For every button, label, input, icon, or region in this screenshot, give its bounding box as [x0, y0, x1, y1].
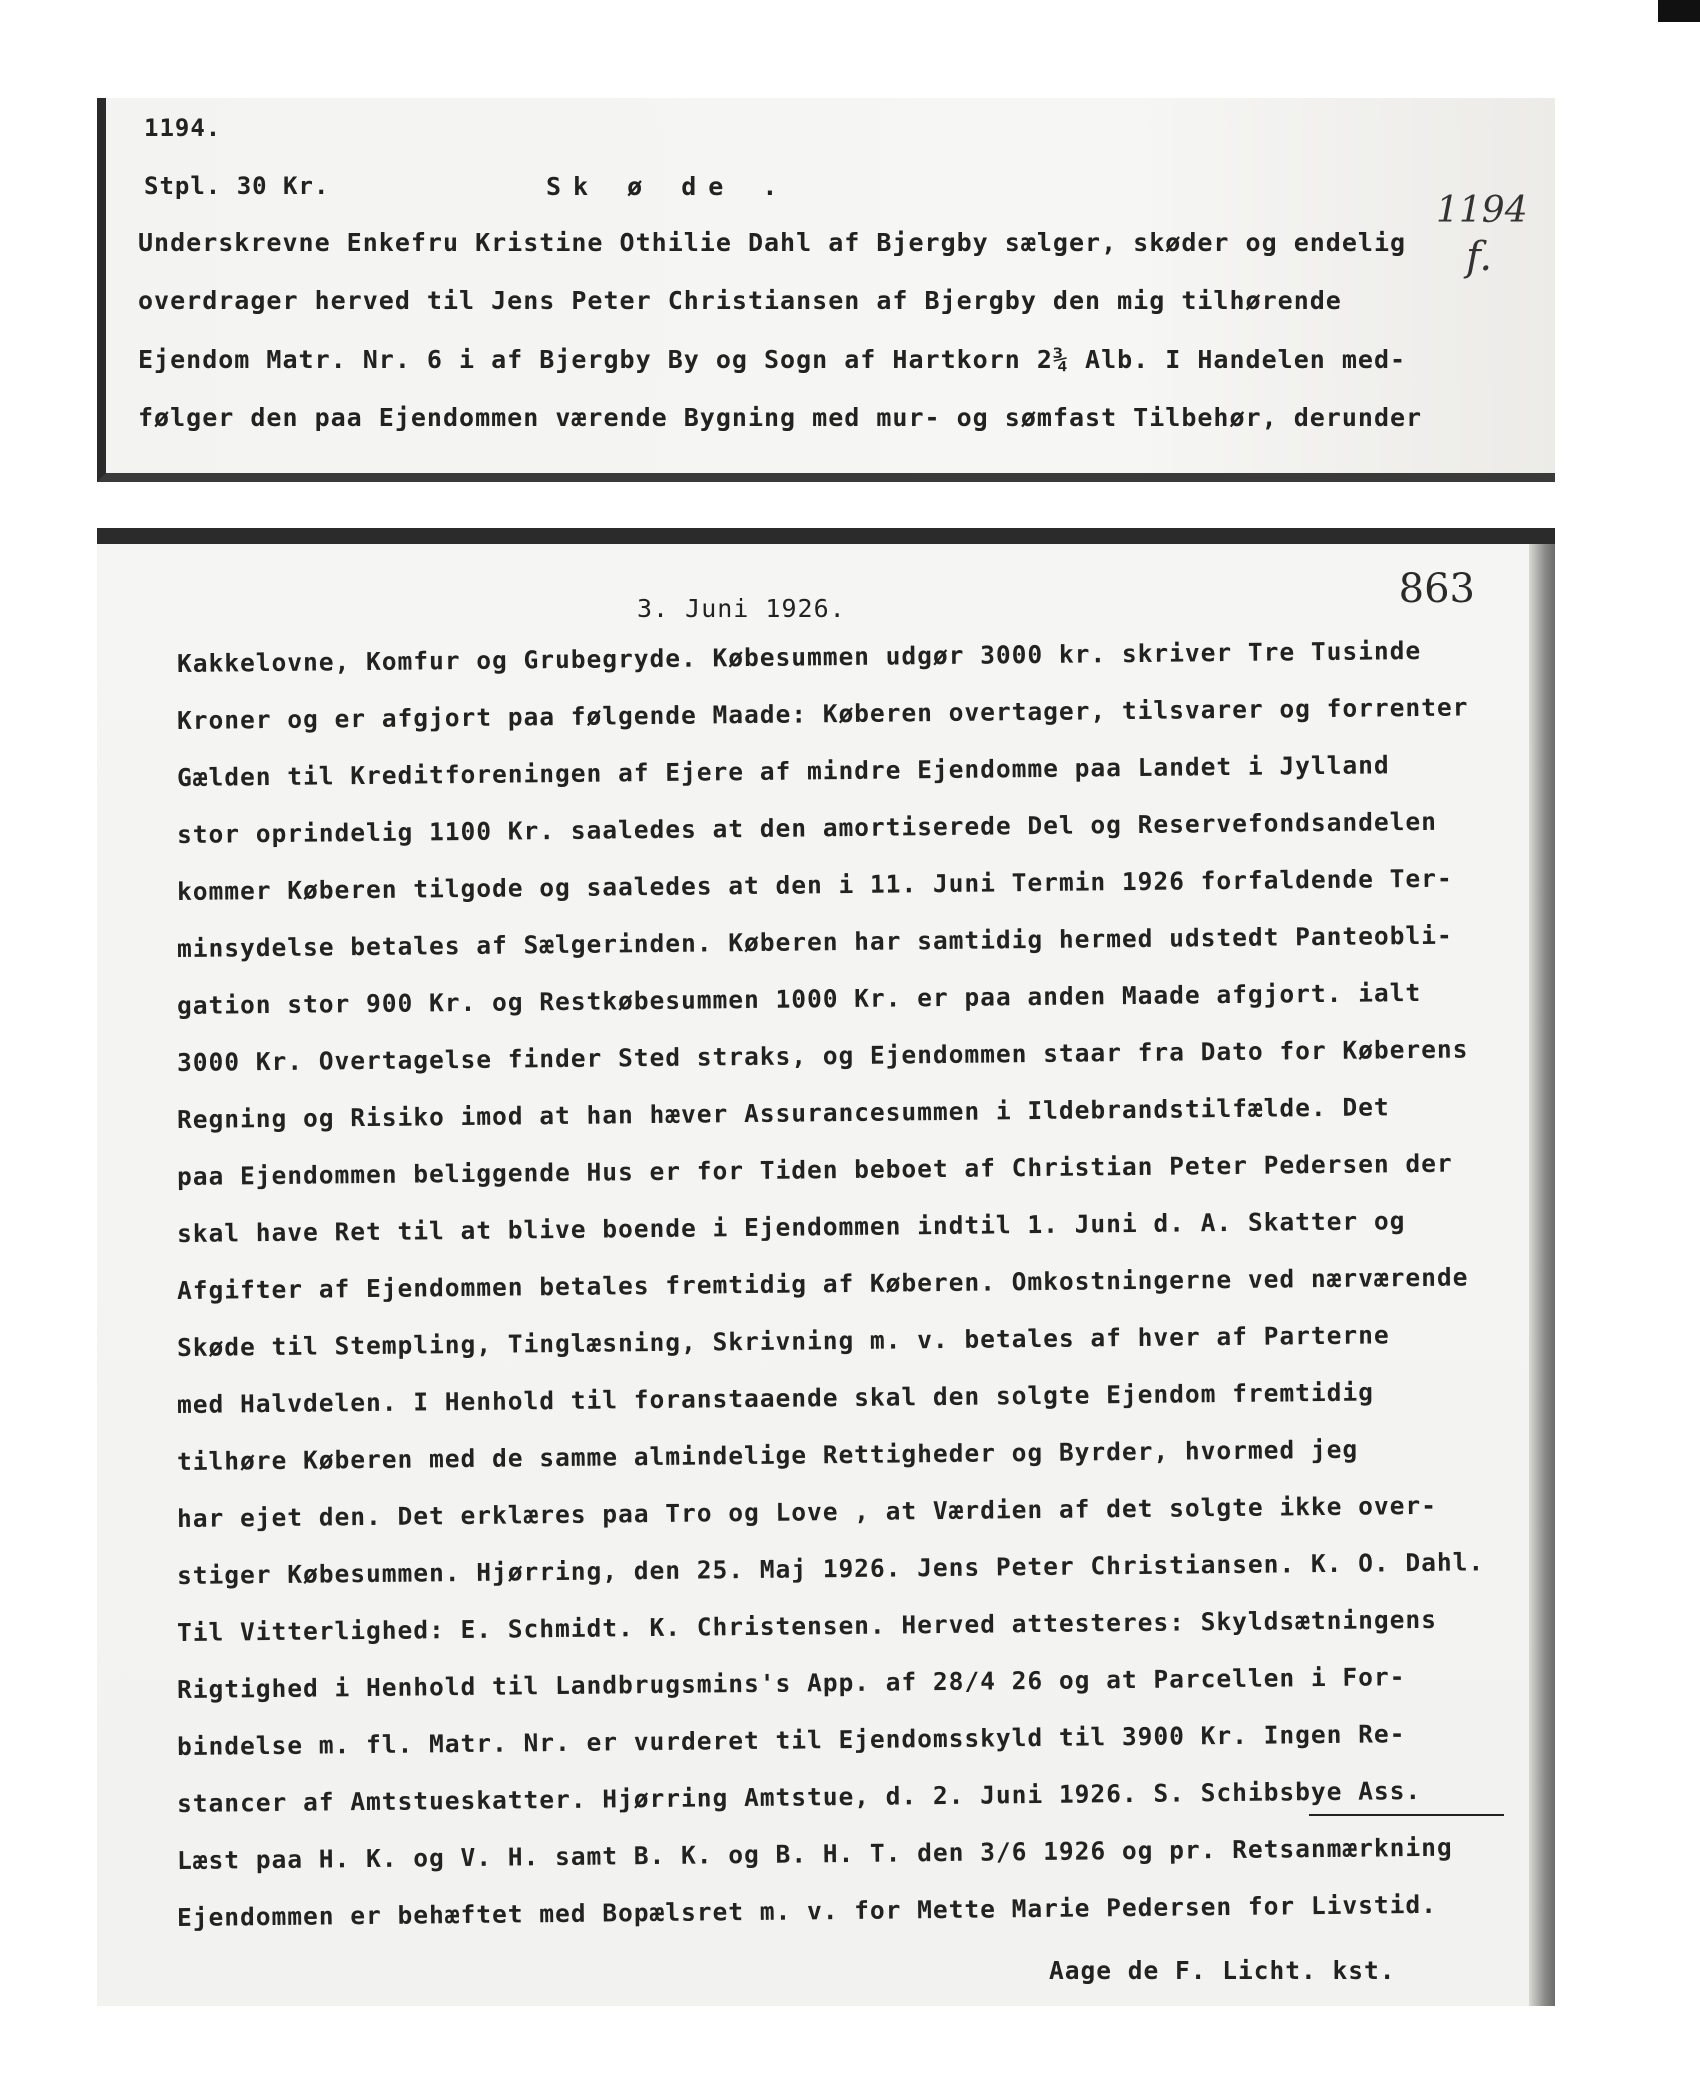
text-line: har ejet den. Det erklæres paa Tro og Love , at Værdien af det solgte ikke over- — [176, 1490, 1438, 1533]
page-number: 863 — [1398, 566, 1475, 612]
handwritten-margin-number: 1194 — [1436, 190, 1528, 231]
page-date: 3. Juni 1926. — [637, 594, 846, 623]
register-fragment-bottom — [97, 528, 1555, 2006]
text-line: overdrager herved til Jens Peter Christiansen af Bjergby den mig tilhørende — [138, 286, 1342, 315]
text-line: skal have Ret til at blive boende i Ejendommen indtil 1. Juni d. A. Skatter og — [176, 1206, 1406, 1248]
retsanmaerkning-underline — [1309, 1814, 1504, 1816]
text-line: Underskrevne Enkefru Kristine Othilie Dahl af Bjergby sælger, skøder og endelig — [138, 228, 1407, 257]
register-fragment-top — [97, 98, 1555, 482]
text-line: følger den paa Ejendommen værende Bygning med mur- og sømfast Tilbehør, derunder — [138, 403, 1423, 432]
text-line: bindelse m. fl. Matr. Nr. er vurderet til Ejendomsskyld til 3900 Kr. Ingen Re- — [176, 1719, 1406, 1761]
text-line: Ejendommen er behæftet med Bopælsret m. v. for Mette Marie Pedersen for Livstid. — [176, 1889, 1438, 1932]
text-line: Regning og Risiko imod at han hæver Assurancesummen i Ildebrandstilfælde. Det — [176, 1092, 1390, 1134]
text-line: paa Ejendommen beliggende Hus er for Tiden beboet af Christian Peter Pedersen der — [176, 1148, 1453, 1191]
text-line: stiger Købesummen. Hjørring, den 25. Maj 1926. Jens Peter Christiansen. K. O. Dahl. — [176, 1547, 1485, 1590]
text-line: stor oprindelig 1100 Kr. saaledes at den amortiserede Del og Reservefondsandelen — [176, 806, 1438, 849]
clerk-signature: Aage de F. Licht. kst. — [1049, 1956, 1396, 1985]
page-edge-shadow — [1529, 544, 1555, 2006]
text-line: kommer Køberen tilgode og saaledes at den i 11. Juni Termin 1926 forfaldende Ter- — [176, 863, 1453, 906]
text-line: Kroner og er afgjort paa følgende Maade: Køberen overtager, tilsvarer og forrenter — [176, 692, 1469, 735]
text-line: Kakkelovne, Komfur og Grubegryde. Købesummen udgør 3000 kr. skriver Tre Tusinde — [176, 635, 1422, 678]
text-line: Afgifter af Ejendommen betales fremtidig af Køberen. Omkostningerne ved nærværende — [176, 1262, 1469, 1305]
text-line: stancer af Amtstueskatter. Hjørring Amtstue, d. 2. Juni 1926. S. Schibsbye Ass. — [176, 1775, 1422, 1818]
text-line: minsydelse betales af Sælgerinden. Køberen har samtidig hermed udstedt Panteobli- — [176, 920, 1453, 963]
text-line: med Halvdelen. I Henhold til foranstaaende skal den solgte Ejendom fremtidig — [176, 1377, 1375, 1419]
text-line: Gælden til Kreditforeningen af Ejere af mindre Ejendomme paa Landet i Jylland — [176, 750, 1390, 792]
text-line: Til Vitterlighed: E. Schmidt. K. Christensen. Herved attesteres: Skyldsætningens — [176, 1604, 1438, 1647]
entry-number: 1194. — [144, 114, 222, 142]
text-line: Læst paa H. K. og V. H. samt B. K. og B. H. T. den 3/6 1926 og pr. Retsanmærkning — [176, 1832, 1453, 1875]
text-line: Skøde til Stempling, Tinglæsning, Skrivning m. v. betales af hver af Parterne — [176, 1320, 1390, 1362]
handwritten-margin-initial: f. — [1466, 234, 1493, 280]
text-line: Ejendom Matr. Nr. 6 i af Bjergby By og Sogn af Hartkorn 2¾ Alb. I Handelen med- — [138, 345, 1407, 374]
text-line: 3000 Kr. Overtagelse finder Sted straks, og Ejendommen staar fra Dato for Køberens — [176, 1034, 1469, 1077]
scan-corner-mark — [1658, 0, 1700, 22]
text-line: Rigtighed i Henhold til Landbrugsmins's App. af 28/4 26 og at Parcellen i For- — [176, 1662, 1406, 1704]
stamp-duty: Stpl. 30 Kr. — [144, 172, 330, 200]
text-line: gation stor 900 Kr. og Restkøbesummen 1000 Kr. er paa anden Maade afgjort. ialt — [176, 977, 1422, 1020]
document-title: Sk ø de . — [546, 172, 790, 201]
text-line: tilhøre Køberen med de samme almindelige Rettigheder og Byrder, hvormed jeg — [176, 1434, 1359, 1476]
